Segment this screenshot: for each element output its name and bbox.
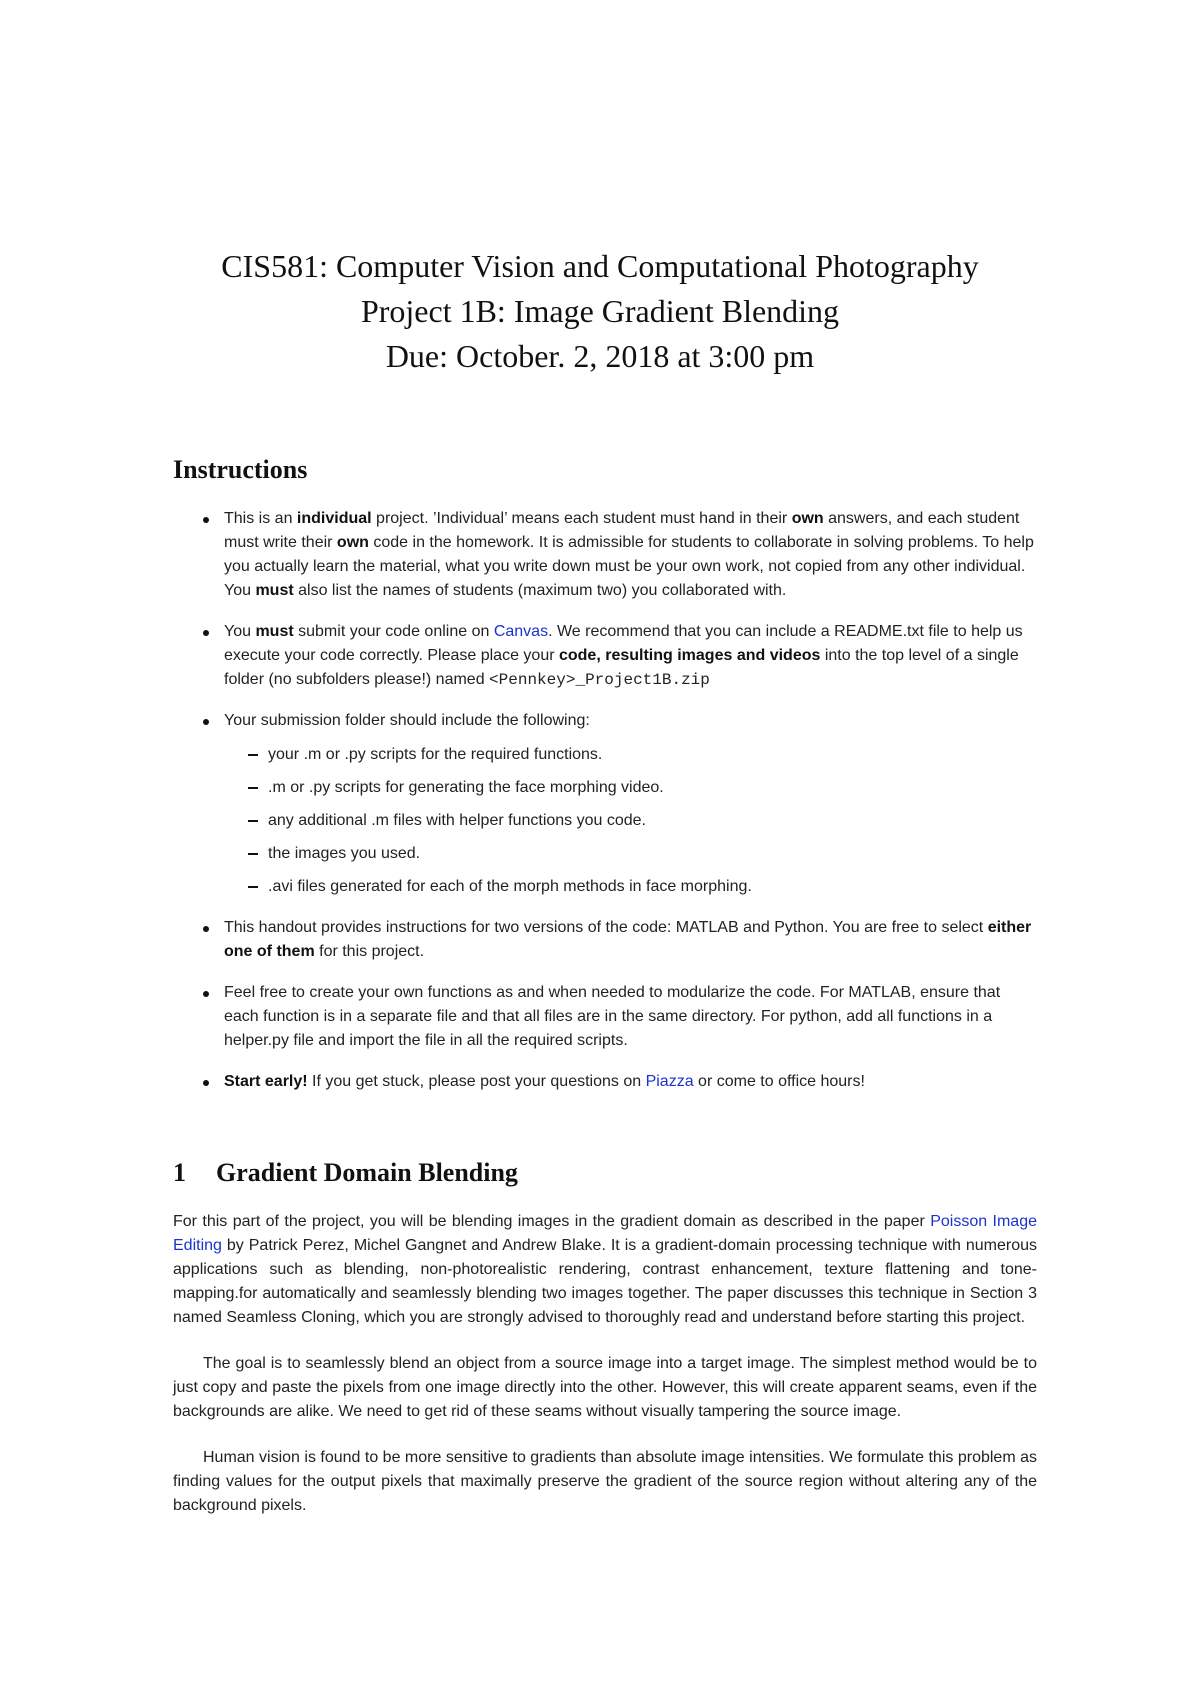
dash-icon bbox=[248, 886, 258, 888]
bullet-icon bbox=[203, 991, 209, 997]
document-title bbox=[0, 244, 1200, 379]
dash-icon bbox=[248, 754, 258, 756]
bullet-icon bbox=[203, 630, 209, 636]
dash-icon bbox=[248, 853, 258, 855]
dash-icon bbox=[248, 820, 258, 822]
canvas-link[interactable]: Canvas bbox=[493, 623, 549, 640]
instruction-item: Start early! If you get stuck, please post your questions on Piazza or come to office hours! bbox=[173, 1070, 1037, 1094]
zip-filename: <Pennkey>_Project1B.zip bbox=[489, 671, 710, 689]
sub-item: .m or .py scripts for generating the face morphing video. bbox=[224, 776, 1037, 800]
paragraph: For this part of the project, you will be blending images in the gradient domain as described in the paper Poisson Image Editing by Patrick Perez, Michel Gangnet and Andrew Blake. It is a gradient-domain processing technique with numerous applications such as blending, non-photorealistic rendering, contrast enhancement, texture flattening and tone-mapping.for automatically and seamlessly blending two images together. The paper discusses this technique in Section 3 named Seamless Cloning, which you are strongly advised to thoroughly read and understand before starting this project. bbox=[173, 1213, 1038, 1326]
course-title: CIS581: Computer Vision and Computational Photography bbox=[221, 248, 979, 284]
sub-item: your .m or .py scripts for the required functions. bbox=[224, 743, 1037, 767]
section-1-body bbox=[173, 1210, 1037, 1518]
instruction-item: This handout provides instructions for two versions of the code: MATLAB and Python. You are free to select either one of them for this project. bbox=[173, 916, 1037, 964]
project-title: Project 1B: Image Gradient Blending bbox=[360, 293, 840, 329]
section-title: Gradient Domain Blending bbox=[216, 1158, 518, 1187]
instruction-item: You must submit your code online on Canvas. We recommend that you can include a README.txt file to help us execute your code correctly. Please place your code, resulting images and videos into the top level of a single folder (no subfolders please!) named <Pennkey>_Project1B.zip bbox=[173, 620, 1037, 692]
piazza-link[interactable]: Piazza bbox=[645, 1073, 694, 1090]
bullet-icon bbox=[203, 926, 209, 932]
instruction-item: Your submission folder should include the following: your .m or .py scripts for the required functions. .m or .py scripts for generating the face morphing video. any additional .m files with helper functions you code. the images you used. .avi files generated for each of the morph methods in face morphing. bbox=[173, 709, 1037, 899]
instruction-item: Feel free to create your own functions as and when needed to modularize the code. For MATLAB, ensure that each function is in a separate file and that all files are in the same directory. For python, add all functions in a helper.py file and import the file in all the required scripts. bbox=[173, 981, 1037, 1053]
dash-icon bbox=[248, 787, 258, 789]
sub-item: .avi files generated for each of the morph methods in face morphing. bbox=[224, 875, 1037, 899]
section-number: 1 bbox=[173, 1158, 186, 1187]
bullet-icon bbox=[203, 719, 209, 725]
instructions-list bbox=[173, 507, 1037, 1111]
paragraph: The goal is to seamlessly blend an object from a source image into a target image. The simplest method would be to just copy and paste the pixels from one image directly into the other. However, this will create apparent seams, even if the backgrounds are alike. We need to get rid of these seams without visually tampering the source image. bbox=[173, 1355, 1037, 1420]
submission-sublist bbox=[224, 743, 1037, 899]
section-1-heading bbox=[173, 1158, 518, 1188]
paragraph: Human vision is found to be more sensitive to gradients than absolute image intensities. We formulate this problem as finding values for the output pixels that maximally preserve the gradient of the source region without altering any of the background pixels. bbox=[173, 1449, 1037, 1514]
bullet-icon bbox=[203, 1080, 209, 1086]
due-date: Due: October. 2, 2018 at 3:00 pm bbox=[385, 338, 815, 374]
sub-item: any additional .m files with helper functions you code. bbox=[224, 809, 1037, 833]
bullet-icon bbox=[203, 517, 209, 523]
instruction-item: This is an individual project. ’Individual’ means each student must hand in their own answers, and each student must write their own code in the homework. It is admissible for students to collaborate in solving problems. To help you actually learn the material, what you write down must be your own work, not copied from any other individual. You must also list the names of students (maximum two) you collaborated with. bbox=[173, 507, 1037, 603]
instructions-heading: Instructions bbox=[173, 455, 308, 484]
poisson-paper-link[interactable]: Poisson Image Editing bbox=[173, 1213, 1038, 1254]
sub-item: the images you used. bbox=[224, 842, 1037, 866]
